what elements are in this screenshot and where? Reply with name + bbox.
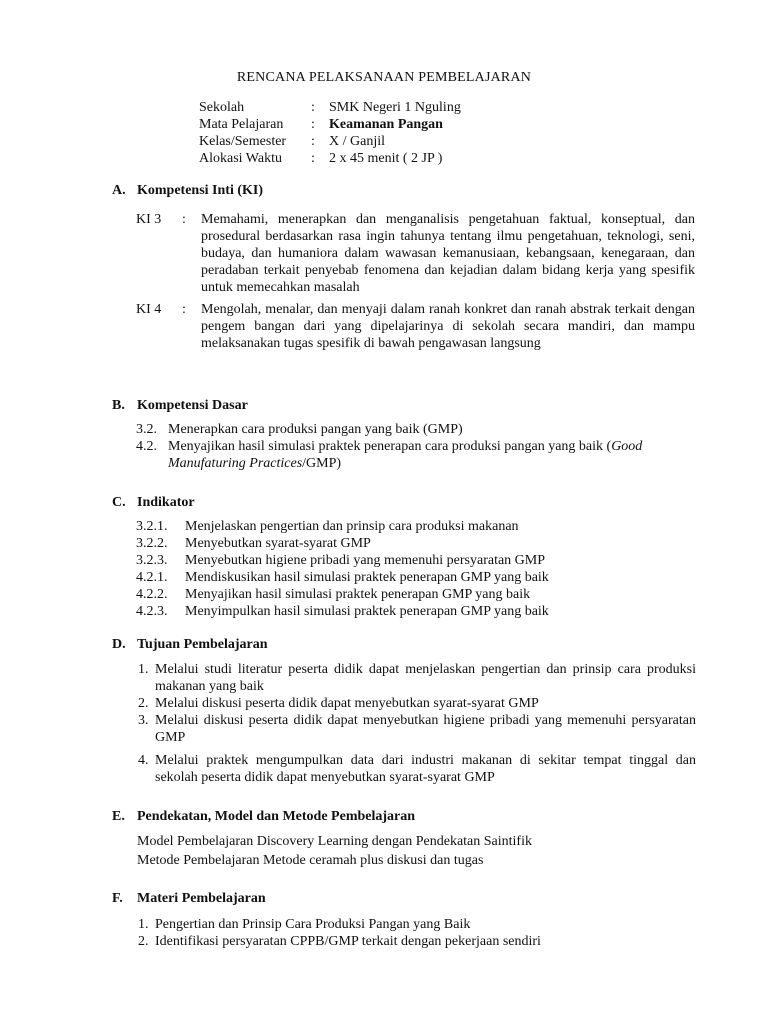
meta-label: Alokasi Waktu bbox=[199, 151, 282, 166]
meta-info bbox=[199, 99, 461, 167]
section-letter: D. bbox=[112, 637, 126, 652]
indikator-item bbox=[136, 569, 549, 586]
indikator-number: 4.2.2. bbox=[136, 587, 168, 602]
section-letter: A. bbox=[112, 183, 126, 198]
meta-colon: : bbox=[311, 151, 315, 166]
materi-item bbox=[138, 916, 470, 933]
indikator-item bbox=[136, 518, 519, 535]
meta-value: 2 x 45 menit ( 2 JP ) bbox=[329, 151, 443, 166]
kd-number: 4.2. bbox=[136, 439, 157, 454]
tujuan-number: 1. bbox=[138, 662, 149, 677]
indikator-text: Menyimpulkan hasil simulasi praktek penerapan GMP yang baik bbox=[185, 604, 549, 619]
meta-colon: : bbox=[311, 117, 315, 132]
indikator-number: 4.2.1. bbox=[136, 570, 168, 585]
section-heading-c bbox=[112, 494, 195, 511]
section-heading-e bbox=[112, 808, 415, 825]
section-title: Pendekatan, Model dan Metode Pembelajaran bbox=[137, 809, 416, 824]
meta-value: SMK Negeri 1 Nguling bbox=[329, 100, 461, 115]
meta-colon: : bbox=[311, 100, 315, 115]
meta-row-sekolah bbox=[199, 99, 461, 116]
ki-3-row bbox=[136, 211, 696, 299]
meta-row-alokasi-waktu bbox=[199, 150, 461, 167]
section-heading-a bbox=[112, 182, 263, 199]
indikator-item bbox=[136, 603, 549, 620]
section-letter: E. bbox=[112, 809, 125, 824]
tujuan-text: Melalui studi literatur peserta didik dapat menjelaskan pengertian dan prinsip cara produksi makanan yang baik bbox=[155, 662, 696, 694]
kd-number: 3.2. bbox=[136, 422, 157, 437]
indikator-text: Menjelaskan pengertian dan prinsip cara produksi makanan bbox=[185, 519, 519, 534]
section-title: Materi Pembelajaran bbox=[137, 891, 266, 906]
materi-number: 1. bbox=[138, 917, 149, 932]
tujuan-item bbox=[138, 695, 696, 712]
kd-text-before: Menyajikan hasil simulasi praktek penerapan cara produksi pangan yang baik ( bbox=[168, 439, 612, 454]
ki-colon: : bbox=[182, 212, 186, 227]
pendekatan-model: Model Pembelajaran Discovery Learning dengan Pendekatan Saintifik bbox=[137, 834, 532, 849]
tujuan-number: 4. bbox=[138, 753, 149, 768]
kd-text bbox=[168, 438, 696, 472]
tujuan-item bbox=[138, 661, 696, 695]
meta-row-mata-pelajaran bbox=[199, 116, 461, 133]
kd-text: Menerapkan cara produksi pangan yang baik (GMP) bbox=[168, 422, 463, 437]
ki-text: Mengolah, menalar, dan menyaji dalam ranah konkret dan ranah abstrak terkait dengan pengem bangan dari yang dipelajarinya di sekolah secara mandiri, dan mampu melaksanakan tugas spesifik di bawah pengawasan langsung bbox=[201, 302, 695, 351]
ki-label: KI 4 bbox=[136, 302, 162, 317]
section-title: Indikator bbox=[137, 495, 195, 510]
tujuan-text: Melalui praktek mengumpulkan data dari industri makanan di sekitar tempat tinggal dan sekolah peserta didik dapat menyebutkan syarat-syarat GMP bbox=[155, 753, 696, 785]
section-title: Tujuan Pembelajaran bbox=[137, 637, 268, 652]
tujuan-number: 2. bbox=[138, 696, 149, 711]
section-heading-f bbox=[112, 890, 266, 907]
kd-text-after: /GMP) bbox=[302, 456, 342, 471]
section-letter: F. bbox=[112, 891, 123, 906]
materi-text: Pengertian dan Prinsip Cara Produksi Pangan yang Baik bbox=[155, 917, 471, 932]
kd-item bbox=[136, 421, 696, 438]
indikator-item bbox=[136, 535, 371, 552]
indikator-text: Menyajikan hasil simulasi praktek penerapan GMP yang baik bbox=[185, 587, 531, 602]
section-title: Kompetensi Dasar bbox=[137, 398, 248, 413]
tujuan-text: Melalui diskusi peserta didik dapat menyebutkan higiene pribadi yang memenuhi persyaratan GMP bbox=[155, 713, 696, 745]
meta-label: Sekolah bbox=[199, 100, 245, 115]
meta-colon: : bbox=[311, 134, 315, 149]
indikator-text: Mendiskusikan hasil simulasi praktek penerapan GMP yang baik bbox=[185, 570, 549, 585]
kd-text-italic: Good Manufaturing Practices bbox=[168, 439, 643, 471]
tujuan-text: Melalui diskusi peserta didik dapat menyebutkan syarat-syarat GMP bbox=[155, 696, 539, 711]
meta-value: X / Ganjil bbox=[329, 134, 385, 149]
section-letter: B. bbox=[112, 398, 125, 413]
ki-text: Memahami, menerapkan dan menganalisis pengetahuan faktual, konseptual, dan prosedural berdasarkan rasa ingin tahunya tentang ilmu pengetahuan, teknologi, seni, budaya, dan humaniora dalam wawasan kemanusiaan, kebangsaan, kenegaraan, dan peradaban terkait penyebab fenomena dan kejadian dalam bidang kerja yang spesifik untuk memecahkan masalah bbox=[201, 212, 695, 295]
document-title: RENCANA PELAKSANAAN PEMBELAJARAN bbox=[236, 70, 532, 85]
section-heading-d bbox=[112, 636, 268, 653]
tujuan-number: 3. bbox=[138, 713, 149, 728]
indikator-number: 3.2.2. bbox=[136, 536, 168, 551]
section-title: Kompetensi Inti (KI) bbox=[137, 183, 263, 198]
meta-value: Keamanan Pangan bbox=[329, 117, 443, 132]
meta-row-kelas-semester bbox=[199, 133, 461, 150]
indikator-number: 3.2.1. bbox=[136, 519, 168, 534]
tujuan-item bbox=[138, 712, 696, 746]
section-heading-b bbox=[112, 397, 248, 414]
indikator-number: 4.2.3. bbox=[136, 604, 168, 619]
pendekatan-metode: Metode Pembelajaran Metode ceramah plus diskusi dan tugas bbox=[137, 853, 484, 868]
kd-item bbox=[136, 438, 696, 472]
materi-item bbox=[138, 933, 541, 950]
meta-label: Mata Pelajaran bbox=[199, 117, 284, 132]
ki-label: KI 3 bbox=[136, 212, 162, 227]
materi-text: Identifikasi persyaratan CPPB/GMP terkait dengan pekerjaan sendiri bbox=[155, 934, 541, 949]
section-letter: C. bbox=[112, 495, 126, 510]
ki-4-row bbox=[136, 301, 696, 371]
indikator-item bbox=[136, 552, 545, 569]
indikator-text: Menyebutkan higiene pribadi yang memenuhi persyaratan GMP bbox=[185, 553, 546, 568]
indikator-item bbox=[136, 586, 530, 603]
materi-number: 2. bbox=[138, 934, 149, 949]
tujuan-item bbox=[138, 752, 696, 786]
meta-label: Kelas/Semester bbox=[199, 134, 287, 149]
indikator-number: 3.2.3. bbox=[136, 553, 168, 568]
ki-colon: : bbox=[182, 302, 186, 317]
indikator-text: Menyebutkan syarat-syarat GMP bbox=[185, 536, 371, 551]
